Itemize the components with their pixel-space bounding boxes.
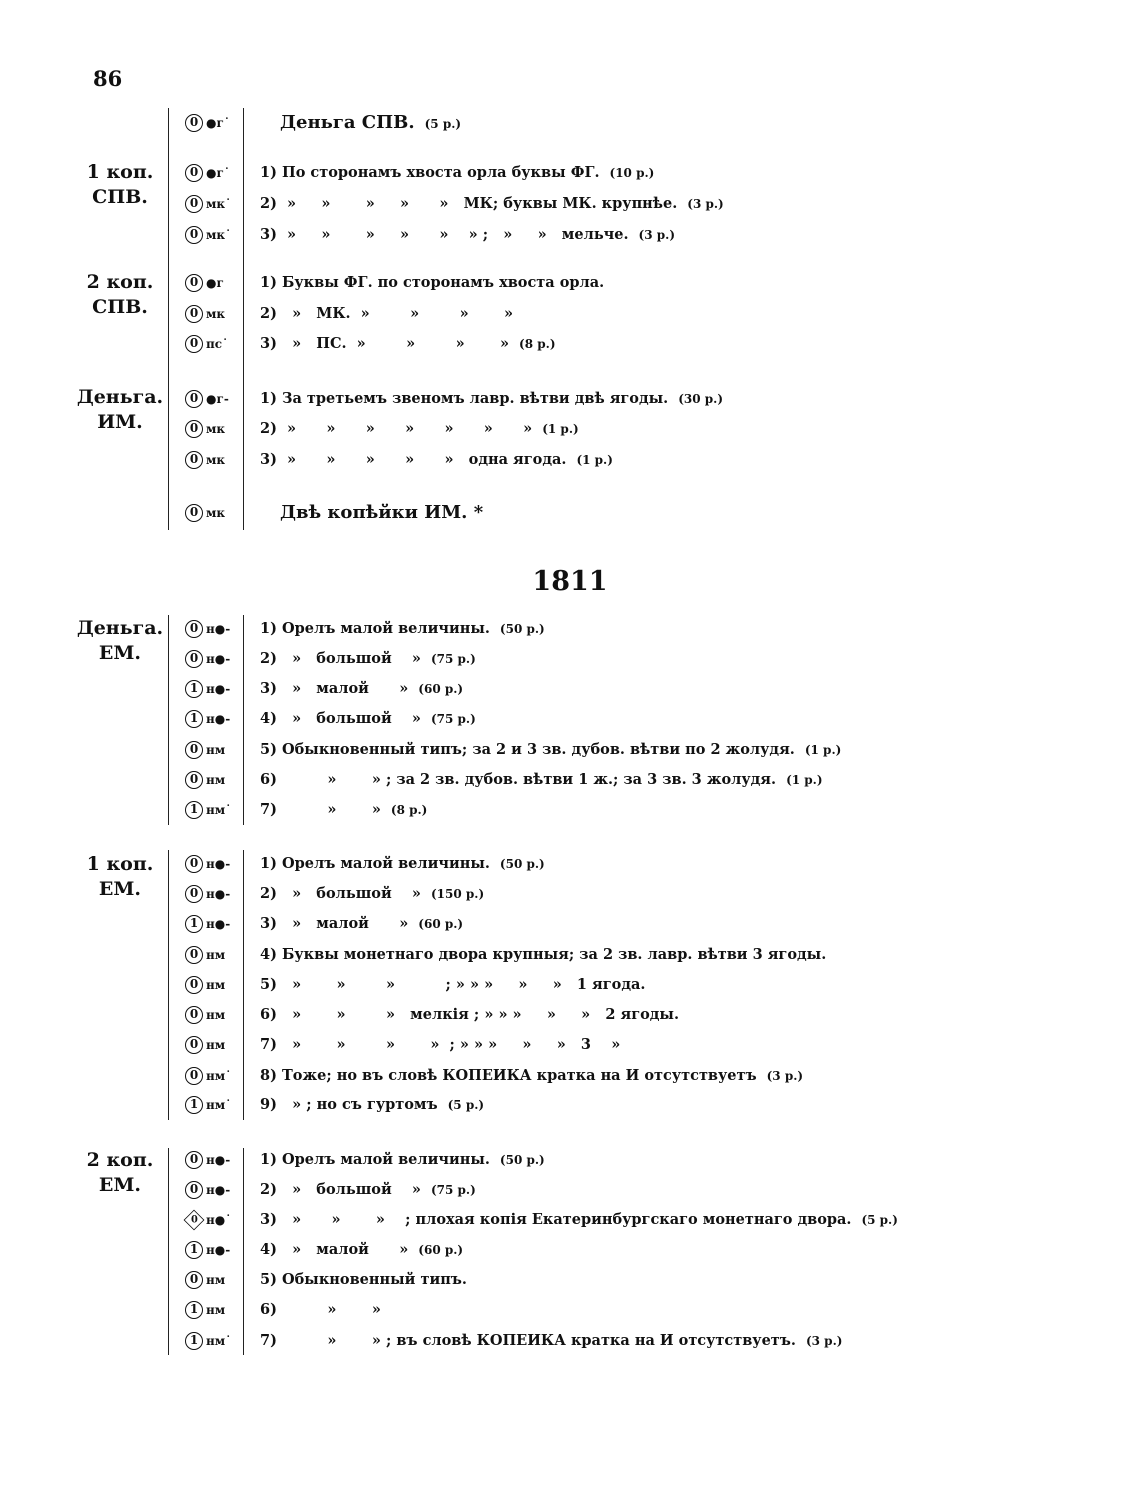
entry-description (260, 1032, 620, 1058)
entry-text: Деньга СПВ. (280, 112, 415, 133)
entry-price: (10 р.) (609, 166, 655, 180)
edge-type-number: 0 (189, 947, 199, 961)
entry-description (260, 1147, 545, 1173)
catalog-entry (0, 301, 1140, 327)
entry-price: (1 р.) (576, 453, 613, 467)
edge-type-circle (185, 946, 203, 964)
catalog-entry (0, 1177, 1140, 1203)
mint-code: н●- (206, 652, 231, 666)
catalog-entry (0, 386, 1140, 412)
edge-type-number: 0 (189, 115, 199, 129)
denomination-label-line: ЕМ. (98, 642, 142, 664)
mint-mark (185, 1063, 231, 1089)
edge-type-circle (185, 915, 203, 933)
page-number: 86 (93, 66, 123, 91)
mint-code: мк (206, 307, 226, 321)
mint-mark (185, 500, 225, 526)
mint-mark (185, 1002, 225, 1028)
mint-mark (185, 972, 225, 998)
entry-text: 3) » » » » » одна ягода. (260, 451, 567, 468)
edge-type-circle (185, 1181, 203, 1199)
denomination-label-line: ЕМ. (98, 878, 142, 900)
mint-code: ●г (206, 276, 224, 290)
edge-type-circle (185, 1006, 203, 1024)
entry-description (260, 706, 476, 732)
mint-mark (185, 1237, 230, 1263)
entry-description (260, 1002, 679, 1028)
edge-type-circle (185, 420, 203, 438)
edge-type-circle (185, 335, 203, 353)
edge-type-circle (185, 1096, 203, 1114)
edge-type-circle (185, 976, 203, 994)
edge-type-number: 0 (189, 1007, 199, 1021)
edge-type-number: 0 (189, 1152, 199, 1166)
edge-type-circle (185, 855, 203, 873)
edge-type-number: 0 (189, 1182, 199, 1196)
edge-type-circle (185, 801, 203, 819)
edge-type-circle (185, 710, 203, 728)
mint-mark (185, 1032, 225, 1058)
entry-description (280, 110, 461, 137)
edge-type-number: 0 (189, 196, 199, 210)
entry-description (260, 972, 645, 998)
entry-text: 8) Тоже; но въ словѣ КОПЕИКА кратка на И отсутствуетъ (260, 1067, 757, 1084)
mint-code: нм (206, 1038, 226, 1052)
entry-price: (50 р.) (499, 622, 545, 636)
mint-code: нм˙ (206, 803, 232, 817)
edge-type-number: 1 (189, 1242, 199, 1256)
catalog-entry (0, 942, 1140, 968)
entry-text: 6) » » » мелкія ; » » » » » 2 ягоды. (260, 1006, 680, 1023)
catalog-entry (0, 331, 1140, 357)
mint-code: ●г˙ (206, 116, 230, 130)
entry-price: (50 р.) (499, 1153, 545, 1167)
edge-type-circle (185, 771, 203, 789)
catalog-entry (0, 737, 1140, 763)
denomination-label-line: СПВ. (92, 296, 148, 318)
denomination-label-line: 1 коп. (86, 161, 154, 183)
entry-text: 2) » большой » (260, 885, 421, 902)
entry-description (260, 447, 613, 473)
entry-description (260, 331, 556, 357)
entry-description (260, 301, 513, 327)
mint-mark (185, 1207, 231, 1233)
entry-price: (5 р.) (447, 1098, 485, 1112)
edge-type-number: 0 (189, 1037, 199, 1051)
entry-text: 2) » » » » » МК; буквы МК. крупнѣе. (260, 195, 678, 212)
edge-type-number: 0 (189, 742, 199, 756)
entry-description (260, 1328, 842, 1354)
entry-description (260, 1092, 484, 1118)
mint-code: нм (206, 978, 226, 992)
entry-text: 5) » » » ; » » » » » 1 ягода. (260, 976, 646, 993)
mint-code: нм˙ (206, 1069, 232, 1083)
denomination-label-line: 2 коп. (86, 271, 154, 293)
denomination-label-line: Деньга. (76, 386, 164, 408)
edge-type-number: 0 (189, 165, 199, 179)
catalog-entry (0, 416, 1140, 442)
edge-type-circle (185, 164, 203, 182)
catalog-entry (0, 500, 1140, 526)
edge-type-circle (185, 741, 203, 759)
mint-code: нм˙ (206, 1334, 232, 1348)
entry-text: 3) » малой » (260, 680, 409, 697)
entry-price: (75 р.) (430, 712, 476, 726)
entry-text: 4) Буквы монетнаго двора крупныя; за 2 зв. лавр. вѣтви 3 ягоды. (260, 946, 827, 963)
edge-type-circle (185, 274, 203, 292)
entry-price: (5 р.) (424, 117, 462, 131)
entry-price: (5 р.) (861, 1213, 898, 1227)
edge-type-number: 0 (189, 977, 199, 991)
mint-mark (185, 646, 230, 672)
catalog-entry (0, 646, 1140, 672)
edge-type-circle (185, 1271, 203, 1289)
mint-mark (185, 1177, 230, 1203)
mint-mark (185, 416, 225, 442)
catalog-entry (0, 1297, 1140, 1323)
mint-code: нм (206, 1008, 226, 1022)
edge-type-circle (185, 195, 203, 213)
entry-text: Двѣ копѣйки ИМ. * (280, 502, 484, 523)
entry-text: 1) Орелъ малой величины. (260, 1151, 490, 1168)
edge-type-number: 0 (189, 772, 199, 786)
catalog-entry (0, 676, 1140, 702)
entry-price: (150 р.) (430, 887, 485, 901)
mint-code: н●- (206, 1153, 231, 1167)
denomination-label-line: 1 коп. (86, 853, 154, 875)
catalog-entry (0, 851, 1140, 877)
catalog-entry (0, 110, 1140, 136)
mint-mark (185, 1147, 230, 1173)
catalog-entry (0, 1237, 1140, 1263)
mint-code: нм (206, 1273, 226, 1287)
edge-type-number: 0 (189, 306, 199, 320)
catalog-entry (0, 1328, 1140, 1354)
mint-code: мк (206, 506, 226, 520)
catalog-entry (0, 1092, 1140, 1118)
mint-code: н●- (206, 682, 231, 696)
entry-description (260, 646, 476, 672)
entry-price: (3 р.) (687, 197, 724, 211)
catalog-entry (0, 616, 1140, 642)
catalog-entry (0, 797, 1140, 823)
edge-type-circle (185, 390, 203, 408)
mint-mark (185, 706, 230, 732)
entry-description (260, 851, 545, 877)
mint-code: нм (206, 948, 226, 962)
entry-description (260, 911, 463, 937)
mint-code: мк˙ (206, 228, 232, 242)
year-heading: 1811 (532, 566, 608, 597)
entry-text: 2) » большой » (260, 1181, 421, 1198)
catalog-entry (0, 1207, 1140, 1233)
mint-mark (185, 1267, 225, 1293)
entry-text: 5) Обыкновенный типъ; за 2 и 3 зв. дубов. вѣтви по 2 жолудя. (260, 741, 795, 758)
entry-price: (8 р.) (519, 337, 556, 351)
mint-code: ●г- (206, 392, 229, 406)
entry-description (260, 1297, 381, 1323)
edge-type-number: 1 (189, 802, 199, 816)
edge-type-number: 0 (189, 651, 199, 665)
edge-type-number: 0 (189, 336, 199, 350)
entry-price: (3 р.) (805, 1334, 843, 1348)
denomination-label-line: Деньга. (76, 617, 164, 639)
edge-type-circle (185, 504, 203, 522)
denomination-label-line: ЕМ. (98, 1174, 142, 1196)
entry-text: 7) » » (260, 801, 381, 818)
entry-text: 6) » » ; за 2 зв. дубов. вѣтви 1 ж.; за 3 зв. 3 жолудя. (260, 771, 777, 788)
edge-type-number: 0 (189, 505, 199, 519)
entry-description (260, 1237, 463, 1263)
entry-description (260, 1207, 898, 1233)
entry-text: 3) » » » » » » ; » » мельче. (260, 226, 629, 243)
edge-type-number: 1 (189, 711, 199, 725)
mint-mark (185, 270, 224, 296)
edge-type-circle (185, 1301, 203, 1319)
entry-text: 9) » ; но съ гуртомъ (260, 1096, 438, 1113)
mint-mark (185, 1092, 231, 1118)
catalog-entry (0, 1032, 1140, 1058)
mint-mark (185, 386, 229, 412)
edge-type-circle (184, 1210, 205, 1231)
mint-code: пс˙ (206, 337, 229, 351)
mint-mark (185, 942, 225, 968)
edge-type-circle (185, 114, 203, 132)
mint-code: н●- (206, 857, 231, 871)
edge-type-number: 0 (189, 227, 199, 241)
denomination-label-line: ИМ. (97, 411, 143, 433)
catalog-entry (0, 191, 1140, 217)
entry-price: (30 р.) (678, 392, 724, 406)
edge-type-number: 0 (189, 886, 199, 900)
edge-type-circle (185, 226, 203, 244)
mint-mark (185, 851, 230, 877)
mint-code: ●г˙ (206, 166, 230, 180)
edge-type-circle (185, 1151, 203, 1169)
catalog-entry (0, 706, 1140, 732)
entry-price: (60 р.) (418, 682, 464, 696)
edge-type-circle (185, 1067, 203, 1085)
edge-type-number: 0 (189, 856, 199, 870)
entry-text: 1) Орелъ малой величины. (260, 855, 490, 872)
entry-text: 1) Буквы ФГ. по сторонамъ хвоста орла. (260, 274, 605, 291)
mint-mark (185, 110, 230, 136)
entry-description (260, 416, 579, 442)
entry-price: (3 р.) (638, 228, 675, 242)
catalog-entry (0, 1147, 1140, 1173)
entry-text: 7) » » ; въ словѣ КОПЕИКА кратка на И отсутствуетъ. (260, 1332, 796, 1349)
catalog-entry (0, 270, 1140, 296)
edge-type-circle (185, 451, 203, 469)
edge-type-number: 0 (190, 1213, 198, 1226)
entry-description (260, 222, 675, 248)
catalog-entry (0, 767, 1140, 793)
edge-type-circle (185, 1036, 203, 1054)
edge-type-circle (185, 680, 203, 698)
mint-mark (185, 911, 230, 937)
mint-mark (185, 676, 230, 702)
mint-mark (185, 160, 230, 186)
mint-code: н●˙ (206, 1213, 232, 1227)
mint-mark (185, 447, 225, 473)
edge-type-number: 0 (189, 1068, 199, 1082)
entry-description (260, 270, 604, 296)
entry-text: 5) Обыкновенный типъ. (260, 1271, 467, 1288)
entry-description (260, 767, 823, 793)
edge-type-number: 0 (189, 452, 199, 466)
entry-description (260, 881, 484, 907)
entry-text: 3) » ПС. » » » » (260, 335, 510, 352)
edge-type-number: 0 (189, 391, 199, 405)
entry-description (260, 797, 427, 823)
entry-text: 1) По сторонамъ хвоста орла буквы ФГ. (260, 164, 600, 181)
entry-price: (75 р.) (430, 652, 476, 666)
edge-type-circle (185, 620, 203, 638)
edge-type-number: 1 (189, 1097, 199, 1111)
entry-price: (1 р.) (786, 773, 823, 787)
mint-mark (185, 616, 230, 642)
edge-type-number: 1 (189, 1333, 199, 1347)
entry-price: (1 р.) (804, 743, 842, 757)
catalog-entry (0, 881, 1140, 907)
entry-text: 2) » большой » (260, 650, 421, 667)
edge-type-number: 0 (189, 621, 199, 635)
denomination-label-line: СПВ. (92, 186, 148, 208)
mint-code: н●- (206, 712, 231, 726)
entry-text: 7) » » » » ; » » » » » 3 » (260, 1036, 621, 1053)
mint-code: н●- (206, 887, 231, 901)
edge-type-number: 1 (189, 916, 199, 930)
mint-code: н●- (206, 1183, 231, 1197)
mint-mark (185, 767, 225, 793)
mint-code: мк˙ (206, 197, 232, 211)
entry-description (260, 616, 545, 642)
catalog-entry (0, 160, 1140, 186)
edge-type-circle (185, 1332, 203, 1350)
edge-type-circle (185, 650, 203, 668)
entry-description (260, 1177, 476, 1203)
entry-description (260, 191, 724, 217)
edge-type-number: 1 (189, 1302, 199, 1316)
entry-price: (60 р.) (418, 1243, 464, 1257)
entry-description (260, 1267, 467, 1293)
catalog-entry (0, 222, 1140, 248)
entry-text: 1) Орелъ малой величины. (260, 620, 490, 637)
catalog-entry (0, 911, 1140, 937)
entry-text: 2) » МК. » » » » (260, 305, 514, 322)
entry-text: 2) » » » » » » » (260, 420, 533, 437)
mint-code: мк (206, 422, 226, 436)
entry-description (260, 386, 723, 412)
edge-type-number: 0 (189, 1272, 199, 1286)
edge-type-circle (185, 305, 203, 323)
edge-type-circle (185, 1241, 203, 1259)
entry-description (260, 737, 841, 763)
mint-code: н●- (206, 917, 231, 931)
entry-price: (75 р.) (430, 1183, 476, 1197)
denomination-label-line: 2 коп. (86, 1149, 154, 1171)
catalog-entry (0, 1267, 1140, 1293)
mint-code: н●- (206, 622, 231, 636)
mint-mark (185, 797, 231, 823)
edge-type-circle (185, 885, 203, 903)
edge-type-number: 1 (189, 681, 199, 695)
mint-mark (185, 301, 225, 327)
entry-price: (50 р.) (499, 857, 545, 871)
catalog-entry (0, 1063, 1140, 1089)
entry-description (260, 160, 654, 186)
entry-description (260, 942, 826, 968)
entry-description (280, 500, 483, 526)
entry-price: (1 р.) (542, 422, 579, 436)
entry-description (260, 1063, 803, 1089)
entry-text: 6) » » (260, 1301, 381, 1318)
mint-code: нм˙ (206, 1098, 232, 1112)
mint-code: мк (206, 453, 226, 467)
edge-type-number: 0 (189, 421, 199, 435)
entry-description (260, 676, 463, 702)
catalog-entry (0, 1002, 1140, 1028)
catalog-entry (0, 447, 1140, 473)
catalog-entry (0, 972, 1140, 998)
entry-price: (60 р.) (418, 917, 464, 931)
edge-type-number: 0 (189, 275, 199, 289)
mint-mark (185, 191, 231, 217)
entry-text: 1) За третьемъ звеномъ лавр. вѣтви двѣ ягоды. (260, 390, 669, 407)
mint-mark (185, 1328, 231, 1354)
mint-code: нм (206, 1303, 226, 1317)
entry-text: 4) » большой » (260, 710, 421, 727)
mint-mark (185, 222, 231, 248)
mint-mark (185, 737, 225, 763)
entry-text: 3) » » » ; плохая копія Екатеринбургскаго монетнаго двора. (260, 1211, 852, 1228)
mint-code: нм (206, 743, 226, 757)
entry-text: 3) » малой » (260, 915, 409, 932)
mint-mark (185, 331, 228, 357)
mint-code: нм (206, 773, 226, 787)
mint-code: н●- (206, 1243, 231, 1257)
mint-mark (185, 881, 230, 907)
entry-price: (3 р.) (766, 1069, 804, 1083)
mint-mark (185, 1297, 225, 1323)
entry-text: 4) » малой » (260, 1241, 409, 1258)
entry-price: (8 р.) (390, 803, 428, 817)
